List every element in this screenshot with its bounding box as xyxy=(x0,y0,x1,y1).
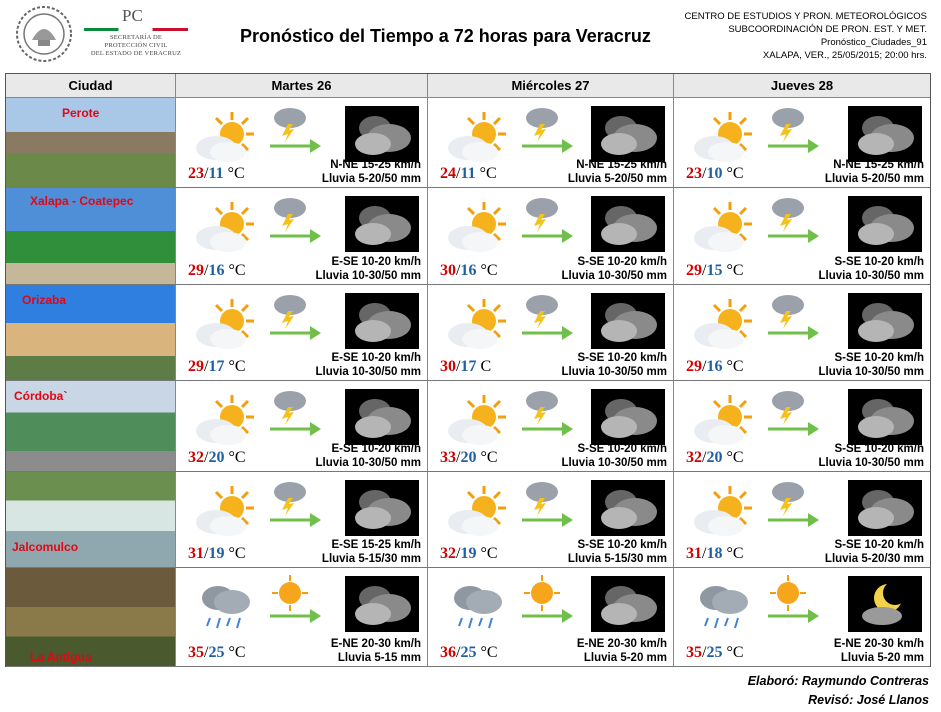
partly-cloudy-icon xyxy=(688,198,756,256)
forecast-cell xyxy=(674,472,930,567)
temperature: 23/10 °C xyxy=(686,165,744,182)
rain-info: Lluvia 10-30/50 mm xyxy=(818,457,924,469)
temp-unit: °C xyxy=(228,358,246,375)
temp-unit: °C xyxy=(726,644,744,661)
temp-max: 33 xyxy=(440,449,456,466)
temp-max: 29 xyxy=(686,358,702,375)
forecast-cell xyxy=(674,568,930,666)
city-name: Córdoba` xyxy=(14,389,68,403)
temp-max: 32 xyxy=(440,545,456,562)
partly-cloudy-icon xyxy=(442,482,510,540)
forecast-cell xyxy=(428,568,674,666)
forecast-cell xyxy=(674,98,930,187)
civil-protection-logo: PC SECRETARÍA DE PROTECCIÓN CIVIL DEL ESTADO DE VERACRUZ xyxy=(84,6,188,62)
wind-info: S-SE 10-20 km/h xyxy=(834,256,924,268)
city-name: Jalcomulco xyxy=(12,540,79,554)
partly-cloudy-icon xyxy=(442,295,510,353)
rain-info: Lluvia 5-20 mm xyxy=(840,652,924,664)
wind-info: S-SE 10-20 km/h xyxy=(577,443,667,455)
made-by: Elaboró: Raymundo Contreras xyxy=(747,674,929,688)
arrow-right-icon xyxy=(766,323,820,343)
table-row xyxy=(6,188,930,285)
forecast-cell xyxy=(428,381,674,471)
temp-max: 29 xyxy=(686,262,702,279)
partly-cloudy-icon xyxy=(688,108,756,166)
forecast-cell xyxy=(176,568,428,666)
temp-max: 31 xyxy=(188,545,204,562)
temp-min: 25 xyxy=(208,644,225,661)
temperature: 35/25 °C xyxy=(686,644,744,661)
temperature: 32/20 °C xyxy=(188,449,246,466)
rain-cloud-icon xyxy=(688,578,756,636)
temperature: 31/19 °C xyxy=(188,545,246,562)
rain-info: Lluvia 10-30/50 mm xyxy=(315,270,421,282)
wind-info: E-SE 10-20 km/h xyxy=(331,256,421,268)
temperature: 29/16 °C xyxy=(686,358,744,375)
temp-min: 17 xyxy=(460,358,477,375)
temp-unit: °C xyxy=(726,449,744,466)
temp-min: 15 xyxy=(706,262,723,279)
temp-max: 30 xyxy=(440,262,456,279)
forecast-table xyxy=(5,73,931,667)
night-cloud-icon xyxy=(591,106,665,162)
partly-cloudy-icon xyxy=(190,198,258,256)
arrow-right-icon xyxy=(268,510,322,530)
rain-cloud-icon xyxy=(442,578,510,636)
temp-max: 23 xyxy=(188,165,204,182)
rain-info: Lluvia 5-15 mm xyxy=(337,652,421,664)
temperature: 31/18 °C xyxy=(686,545,744,562)
forecast-cell xyxy=(674,188,930,284)
wind-info: S-SE 10-20 km/h xyxy=(834,443,924,455)
temp-unit: °C xyxy=(726,262,744,279)
night-cloud-icon xyxy=(345,106,419,162)
temp-unit: °C xyxy=(480,262,498,279)
table-row xyxy=(6,285,930,381)
temp-min: 16 xyxy=(460,262,477,279)
arrow-right-icon xyxy=(520,136,574,156)
reviewed-by: Revisó: José Llanos xyxy=(808,693,929,707)
temp-min: 17 xyxy=(208,358,225,375)
page-title: Pronóstico del Tiempo a 72 horas para Veracruz xyxy=(240,26,651,46)
night-cloud-icon xyxy=(591,576,665,632)
temp-min: 20 xyxy=(460,449,477,466)
temp-max: 32 xyxy=(686,449,702,466)
arrow-right-icon xyxy=(766,419,820,439)
forecast-cell xyxy=(176,188,428,284)
temperature: 32/20 °C xyxy=(686,449,744,466)
temp-min: 11 xyxy=(208,165,224,182)
temp-unit: °C xyxy=(479,165,497,182)
night-moon-icon xyxy=(848,576,922,632)
rain-cloud-icon xyxy=(190,578,258,636)
credits xyxy=(748,672,929,710)
wind-info: N-NE 15-25 km/h xyxy=(576,159,667,171)
night-cloud-icon xyxy=(345,576,419,632)
temp-max: 36 xyxy=(440,644,456,661)
night-cloud-icon xyxy=(848,293,922,349)
temp-max: 35 xyxy=(686,644,702,661)
temp-min: 10 xyxy=(706,165,723,182)
forecast-cell xyxy=(428,98,674,187)
partly-cloudy-icon xyxy=(190,391,258,449)
wind-info: N-NE 15-25 km/h xyxy=(833,159,924,171)
night-cloud-icon xyxy=(345,480,419,536)
temp-unit: °C xyxy=(228,449,246,466)
temp-min: 20 xyxy=(706,449,723,466)
city-cell xyxy=(6,285,176,380)
temp-max: 24 xyxy=(440,165,456,182)
night-cloud-icon xyxy=(345,293,419,349)
temp-min: 19 xyxy=(460,545,477,562)
table-row xyxy=(6,472,930,568)
forecast-cell xyxy=(428,188,674,284)
temp-max: 32 xyxy=(188,449,204,466)
rain-info: Lluvia 10-30/50 mm xyxy=(818,270,924,282)
night-cloud-icon xyxy=(591,389,665,445)
rain-info: Lluvia 10-30/50 mm xyxy=(315,366,421,378)
rain-info: Lluvia 5-20 mm xyxy=(583,652,667,664)
night-cloud-icon xyxy=(591,480,665,536)
temp-unit: °C xyxy=(228,545,246,562)
temp-unit: °C xyxy=(726,358,744,375)
temp-max: 31 xyxy=(686,545,702,562)
forecast-cell xyxy=(428,472,674,567)
city-cell xyxy=(6,472,176,567)
wind-info: E-NE 20-30 km/h xyxy=(833,638,924,650)
partly-cloudy-icon xyxy=(688,482,756,540)
rain-info: Lluvia 5-15/30 mm xyxy=(567,553,667,565)
rain-info: Lluvia 10-30/50 mm xyxy=(561,457,667,469)
night-cloud-icon xyxy=(345,196,419,252)
night-cloud-icon xyxy=(848,106,922,162)
partly-cloudy-icon xyxy=(190,108,258,166)
wind-info: S-SE 10-20 km/h xyxy=(834,352,924,364)
forecast-cell xyxy=(176,472,428,567)
rain-info: Lluvia 10-30/50 mm xyxy=(561,270,667,282)
column-header-day-2: Miércoles 27 xyxy=(428,74,674,98)
city-name: Perote xyxy=(62,106,100,120)
temp-unit: °C xyxy=(726,545,744,562)
forecast-cell xyxy=(176,285,428,380)
rain-info: Lluvia 10-30/50 mm xyxy=(818,366,924,378)
temp-min: 19 xyxy=(208,545,225,562)
partly-cloudy-icon xyxy=(442,108,510,166)
arrow-right-icon xyxy=(766,606,820,626)
forecast-cell xyxy=(176,381,428,471)
temperature: 32/19 °C xyxy=(440,545,498,562)
night-cloud-icon xyxy=(345,389,419,445)
temperature: 23/11 °C xyxy=(188,165,245,182)
temperature: 29/15 °C xyxy=(686,262,744,279)
city-cell xyxy=(6,98,176,187)
temp-unit: °C xyxy=(480,545,498,562)
temp-unit: °C xyxy=(227,165,245,182)
partly-cloudy-icon xyxy=(190,295,258,353)
temp-max: 35 xyxy=(188,644,204,661)
header xyxy=(0,0,941,72)
night-cloud-icon xyxy=(848,389,922,445)
rain-info: Lluvia 5-20/50 mm xyxy=(321,173,421,185)
temp-min: 20 xyxy=(208,449,225,466)
city-name: Orizaba xyxy=(22,293,67,307)
wind-info: S-SE 10-20 km/h xyxy=(577,352,667,364)
table-row xyxy=(6,98,930,188)
temp-min: 16 xyxy=(706,358,723,375)
column-header-day-3: Jueves 28 xyxy=(674,74,930,98)
rain-info: Lluvia 5-20/50 mm xyxy=(824,173,924,185)
temp-min: 25 xyxy=(706,644,723,661)
table-row xyxy=(6,381,930,472)
wind-info: S-SE 10-20 km/h xyxy=(834,539,924,551)
arrow-right-icon xyxy=(520,606,574,626)
forecast-cell xyxy=(176,98,428,187)
temp-unit: °C xyxy=(228,644,246,661)
state-seal-icon xyxy=(12,4,76,64)
arrow-right-icon xyxy=(268,606,322,626)
arrow-right-icon xyxy=(766,136,820,156)
temperature: 24/11 °C xyxy=(440,165,497,182)
wind-info: E-SE 15-25 km/h xyxy=(331,539,421,551)
partly-cloudy-icon xyxy=(442,198,510,256)
rain-info: Lluvia 5-15/30 mm xyxy=(321,553,421,565)
temp-max: 29 xyxy=(188,262,204,279)
temp-unit: °C xyxy=(480,644,498,661)
temp-unit: C xyxy=(480,358,492,375)
wind-info: E-SE 10-20 km/h xyxy=(331,352,421,364)
issuer-info: CENTRO DE ESTUDIOS Y PRON. METEOROLÓGICOS SUBCOORDINACIÓN DE PRON. EST. Y MET. Pronóstico_Ciudades_91 XALAPA, VER., 25/05/2015; 20:00 hrs. xyxy=(684,11,927,61)
city-cell xyxy=(6,568,176,666)
temp-min: 18 xyxy=(706,545,723,562)
partly-cloudy-icon xyxy=(688,295,756,353)
partly-cloudy-icon xyxy=(190,482,258,540)
temperature: 30/17 C xyxy=(440,358,492,375)
column-header-day-1: Martes 26 xyxy=(176,74,428,98)
wind-info: E-SE 10-20 km/h xyxy=(331,443,421,455)
arrow-right-icon xyxy=(520,323,574,343)
arrow-right-icon xyxy=(268,419,322,439)
wind-info: S-SE 10-20 km/h xyxy=(577,539,667,551)
column-header-city: Ciudad xyxy=(6,74,176,98)
city-name: La Antigua xyxy=(30,650,92,664)
partly-cloudy-icon xyxy=(688,391,756,449)
temperature: 29/16 °C xyxy=(188,262,246,279)
arrow-right-icon xyxy=(268,323,322,343)
wind-info: S-SE 10-20 km/h xyxy=(577,256,667,268)
rain-info: Lluvia 5-20/50 mm xyxy=(567,173,667,185)
night-cloud-icon xyxy=(591,196,665,252)
rain-info: Lluvia 10-30/50 mm xyxy=(315,457,421,469)
temp-unit: °C xyxy=(228,262,246,279)
city-cell xyxy=(6,188,176,284)
temp-max: 30 xyxy=(440,358,456,375)
rain-info: Lluvia 10-30/50 mm xyxy=(561,366,667,378)
temp-max: 23 xyxy=(686,165,702,182)
table-row xyxy=(6,568,930,667)
arrow-right-icon xyxy=(268,136,322,156)
arrow-right-icon xyxy=(766,510,820,530)
temp-max: 29 xyxy=(188,358,204,375)
temperature: 30/16 °C xyxy=(440,262,498,279)
wind-info: E-NE 20-30 km/h xyxy=(576,638,667,650)
night-cloud-icon xyxy=(591,293,665,349)
temp-min: 11 xyxy=(460,165,476,182)
temperature: 29/17 °C xyxy=(188,358,246,375)
forecast-cell xyxy=(674,285,930,380)
city-cell xyxy=(6,381,176,471)
partly-cloudy-icon xyxy=(442,391,510,449)
temperature: 36/25 °C xyxy=(440,644,498,661)
rain-info: Lluvia 5-20/30 mm xyxy=(824,553,924,565)
temperature: 35/25 °C xyxy=(188,644,246,661)
forecast-cell xyxy=(428,285,674,380)
arrow-right-icon xyxy=(520,226,574,246)
temp-min: 25 xyxy=(460,644,477,661)
night-cloud-icon xyxy=(848,196,922,252)
forecast-cell xyxy=(674,381,930,471)
arrow-right-icon xyxy=(766,226,820,246)
temp-unit: °C xyxy=(726,165,744,182)
night-cloud-icon xyxy=(848,480,922,536)
wind-info: N-NE 15-25 km/h xyxy=(330,159,421,171)
arrow-right-icon xyxy=(520,419,574,439)
temperature: 33/20 °C xyxy=(440,449,498,466)
arrow-right-icon xyxy=(520,510,574,530)
city-name: Xalapa - Coatepec xyxy=(30,194,134,208)
arrow-right-icon xyxy=(268,226,322,246)
temp-min: 16 xyxy=(208,262,225,279)
temp-unit: °C xyxy=(480,449,498,466)
wind-info: E-NE 20-30 km/h xyxy=(330,638,421,650)
